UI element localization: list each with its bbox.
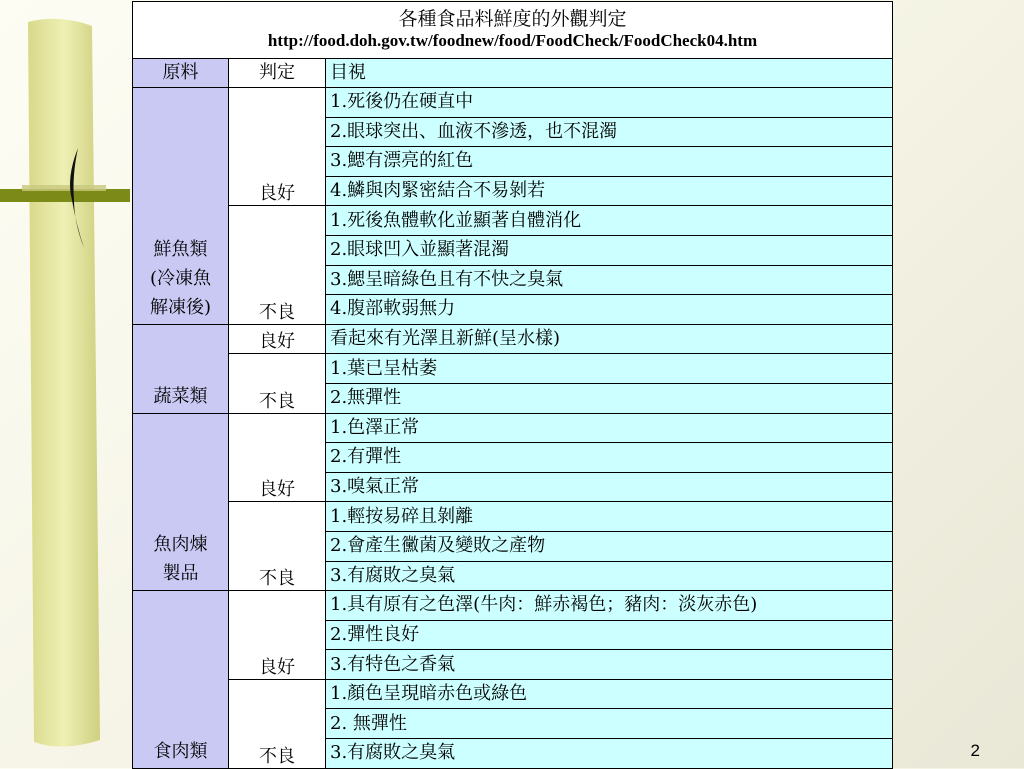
visual-criterion: 3.鰓有漂亮的紅色 bbox=[326, 147, 893, 177]
visual-criterion: 1.死後魚體軟化並顯著自體消化 bbox=[326, 206, 893, 236]
visual-criterion: 1.具有原有之色澤(牛肉：鮮赤褐色；豬肉：淡灰赤色) bbox=[326, 591, 893, 621]
visual-criterion: 3.嗅氣正常 bbox=[326, 472, 893, 502]
visual-criterion: 2.會產生黴菌及變敗之產物 bbox=[326, 531, 893, 561]
judgment-good: 良好 bbox=[229, 413, 326, 502]
table-row bbox=[133, 324, 893, 354]
judgment-bad: 不良 bbox=[229, 679, 326, 768]
freshness-table bbox=[132, 1, 893, 769]
material-cell bbox=[133, 324, 229, 413]
visual-criterion: 1.葉已呈枯萎 bbox=[326, 354, 893, 384]
material-label: 食肉類 bbox=[153, 740, 208, 762]
visual-criterion: 2.有彈性 bbox=[326, 443, 893, 473]
visual-criterion: 1.輕按易碎且剝離 bbox=[326, 502, 893, 532]
material-label: 鮮魚類 bbox=[153, 238, 208, 260]
table-title-cell bbox=[133, 2, 893, 59]
material-label: 蔬菜類 bbox=[153, 385, 208, 407]
visual-criterion: 1.死後仍在硬直中 bbox=[326, 88, 893, 118]
column-header-row bbox=[133, 59, 893, 88]
visual-criterion: 2.眼球突出、血液不滲透，也不混濁 bbox=[326, 117, 893, 147]
visual-criterion: 4.腹部軟弱無力 bbox=[326, 295, 893, 325]
material-label: 魚肉煉 bbox=[153, 534, 208, 556]
visual-criterion: 1.顏色呈現暗赤色或綠色 bbox=[326, 679, 893, 709]
table-row bbox=[133, 413, 893, 443]
visual-criterion: 3.有腐敗之臭氣 bbox=[326, 739, 893, 769]
judgment-bad: 不良 bbox=[229, 354, 326, 413]
header-visual: 目視 bbox=[326, 59, 893, 88]
visual-criterion: 2.眼球凹入並顯著混濁 bbox=[326, 235, 893, 265]
judgment-good: 良好 bbox=[229, 88, 326, 206]
material-cell bbox=[133, 413, 229, 591]
material-label: (冷凍魚 bbox=[149, 267, 212, 289]
bamboo-decoration bbox=[0, 0, 130, 768]
judgment-bad: 不良 bbox=[229, 206, 326, 324]
table-row bbox=[133, 88, 893, 118]
visual-criterion: 看起來有光澤且新鮮(呈水樣) bbox=[326, 324, 893, 354]
material-label: 製品 bbox=[162, 563, 199, 585]
table-row bbox=[133, 354, 893, 384]
visual-criterion: 3.有特色之香氣 bbox=[326, 650, 893, 680]
judgment-bad: 不良 bbox=[229, 502, 326, 591]
visual-criterion: 2.無彈性 bbox=[326, 383, 893, 413]
table-row bbox=[133, 206, 893, 236]
table-title: 各種食品料鮮度的外觀判定 bbox=[398, 8, 627, 30]
page-number: 2 bbox=[970, 741, 980, 760]
visual-criterion: 3.鰓呈暗綠色且有不快之臭氣 bbox=[326, 265, 893, 295]
header-judgment: 判定 bbox=[229, 59, 326, 88]
visual-criterion: 4.鱗與肉緊密結合不易剝若 bbox=[326, 176, 893, 206]
table-row bbox=[133, 591, 893, 621]
visual-criterion: 2.彈性良好 bbox=[326, 620, 893, 650]
visual-criterion: 3.有腐敗之臭氣 bbox=[326, 561, 893, 591]
table-row bbox=[133, 502, 893, 532]
visual-criterion: 1.色澤正常 bbox=[326, 413, 893, 443]
table-row bbox=[133, 679, 893, 709]
material-cell bbox=[133, 591, 229, 769]
header-material: 原料 bbox=[133, 59, 229, 88]
judgment-good: 良好 bbox=[229, 324, 326, 354]
material-cell bbox=[133, 88, 229, 325]
judgment-good: 良好 bbox=[229, 591, 326, 680]
material-label: 解凍後) bbox=[149, 296, 212, 318]
title-row bbox=[133, 2, 893, 59]
visual-criterion: 2. 無彈性 bbox=[326, 709, 893, 739]
source-url: http://food.doh.gov.tw/foodnew/food/FoodCheck/FoodCheck04.htm bbox=[267, 31, 758, 50]
